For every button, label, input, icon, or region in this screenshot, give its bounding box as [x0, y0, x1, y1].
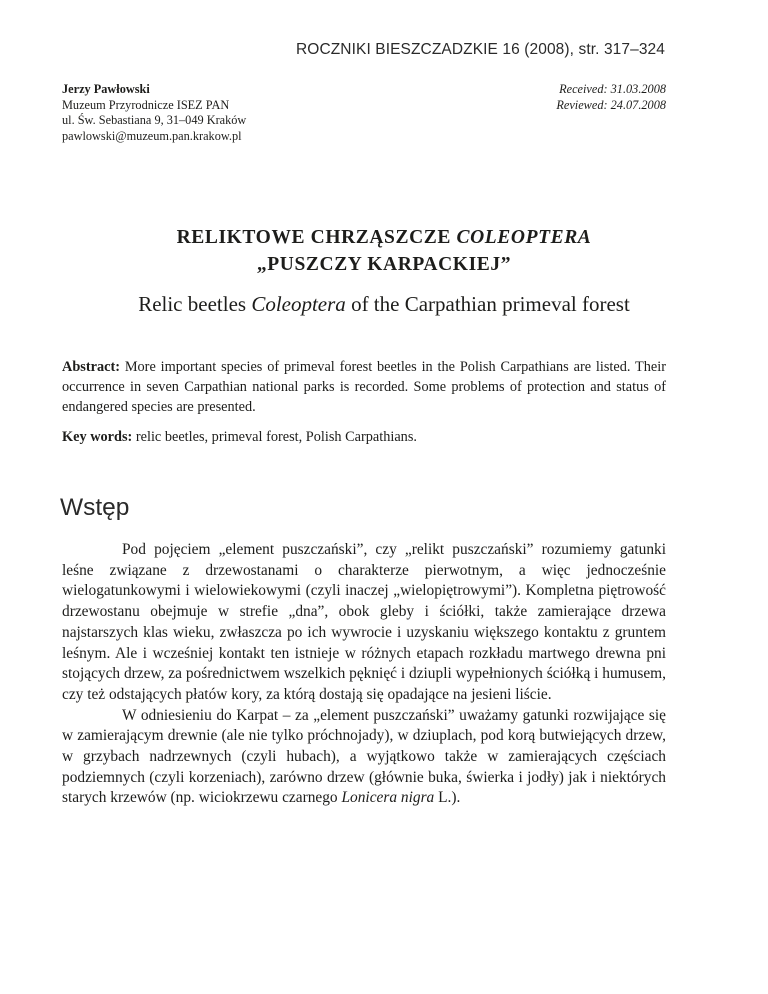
received-date: Received: 31.03.2008 [559, 82, 666, 96]
author-address: ul. Św. Sebastiana 9, 31–049 Kraków [62, 113, 247, 127]
abstract [62, 357, 666, 417]
paragraph-2-species: Lonicera nigra [341, 789, 435, 807]
paragraph-2 [62, 706, 666, 810]
title-polish-text: RELIKTOWE CHRZĄSZCZE [176, 227, 457, 248]
paragraph-2-end: L.). [434, 789, 461, 807]
abstract-label: Abstract: [62, 359, 120, 375]
author-institution: Muzeum Przyrodnicze ISEZ PAN [62, 97, 230, 112]
paragraph-2-text: W odniesieniu do Karpat – za „element puszczański” uważamy gatunki rozwijające się w zamierającym drewnie (ale nie tylko próchnojady), w dziuplach, pod korą butwiejących drzew, w grzybach nadrzewnych (czyli hubach), a wyjątkowo także w zamierających częściach podziemnych (czyli korzeniach), zarówno drzew (głównie buka, świerka i jodły) jak i niektórych starych krzewów (np. wiciokrzewu czarnego [62, 706, 666, 807]
title-english-start: Relic beetles [138, 292, 252, 316]
section-body [62, 540, 666, 809]
title-polish [0, 224, 768, 278]
title-english-end: of the Carpathian primeval forest [345, 292, 630, 316]
author-email: pawlowski@muzeum.pan.krakow.pl [62, 128, 242, 143]
title-polish-line2: „PUSZCZY KARPACKIEJ” [256, 254, 512, 275]
section-heading: Wstęp [60, 494, 130, 521]
title-polish-line1 [0, 224, 768, 251]
keywords-label: Key words: [62, 429, 133, 445]
author-block [62, 82, 246, 144]
keywords [62, 427, 666, 447]
abstract-text: More important species of primeval forest beetles in the Polish Carpathians are listed. Their occurrence in seven Carpathian national parks is recorded. Some problems of protection and status of endangered species are presented. [62, 359, 666, 415]
title-english-taxon: Coleoptera [251, 292, 346, 316]
manuscript-dates [556, 82, 666, 113]
reviewed-date: Reviewed: 24.07.2008 [556, 97, 666, 112]
author-name: Jerzy Pawłowski [62, 82, 150, 96]
paragraph-1: Pod pojęciem „element puszczański”, czy „relikt puszczański” rozumiemy gatunki leśne związane z drzewostanami o charakterze pierwotnym, a więc jednocześnie wielogatunkowymi i wielowiekowymi (czyli inaczej „wielopiętrowymi”). Kompletna piętrowość drzewostanu obejmuje w strefie „dna”, obok gleby i ściółki, także zamierające drzewa najstarszych klas wieku, zwłaszcza po ich wywrocie i uzyskaniu większego kontaktu z gruntem leśnym. Ale i wcześniej kontakt ten istnieje w różnych etapach rozkładu martwego drewna pni stojących drzew, za pośrednictwem wszelkich pęknięć i dziupli wypełnionych ściółką i humusem, czy też odstających płatów kory, za którą dostają się opadające na jesieni liście. [62, 541, 666, 703]
title-english [0, 290, 768, 318]
journal-citation: ROCZNIKI BIESZCZADZKIE 16 (2008), str. 317–324 [296, 41, 665, 58]
title-polish-taxon: COLEOPTERA [456, 227, 592, 248]
keywords-text: relic beetles, primeval forest, Polish Carpathians. [132, 429, 417, 445]
